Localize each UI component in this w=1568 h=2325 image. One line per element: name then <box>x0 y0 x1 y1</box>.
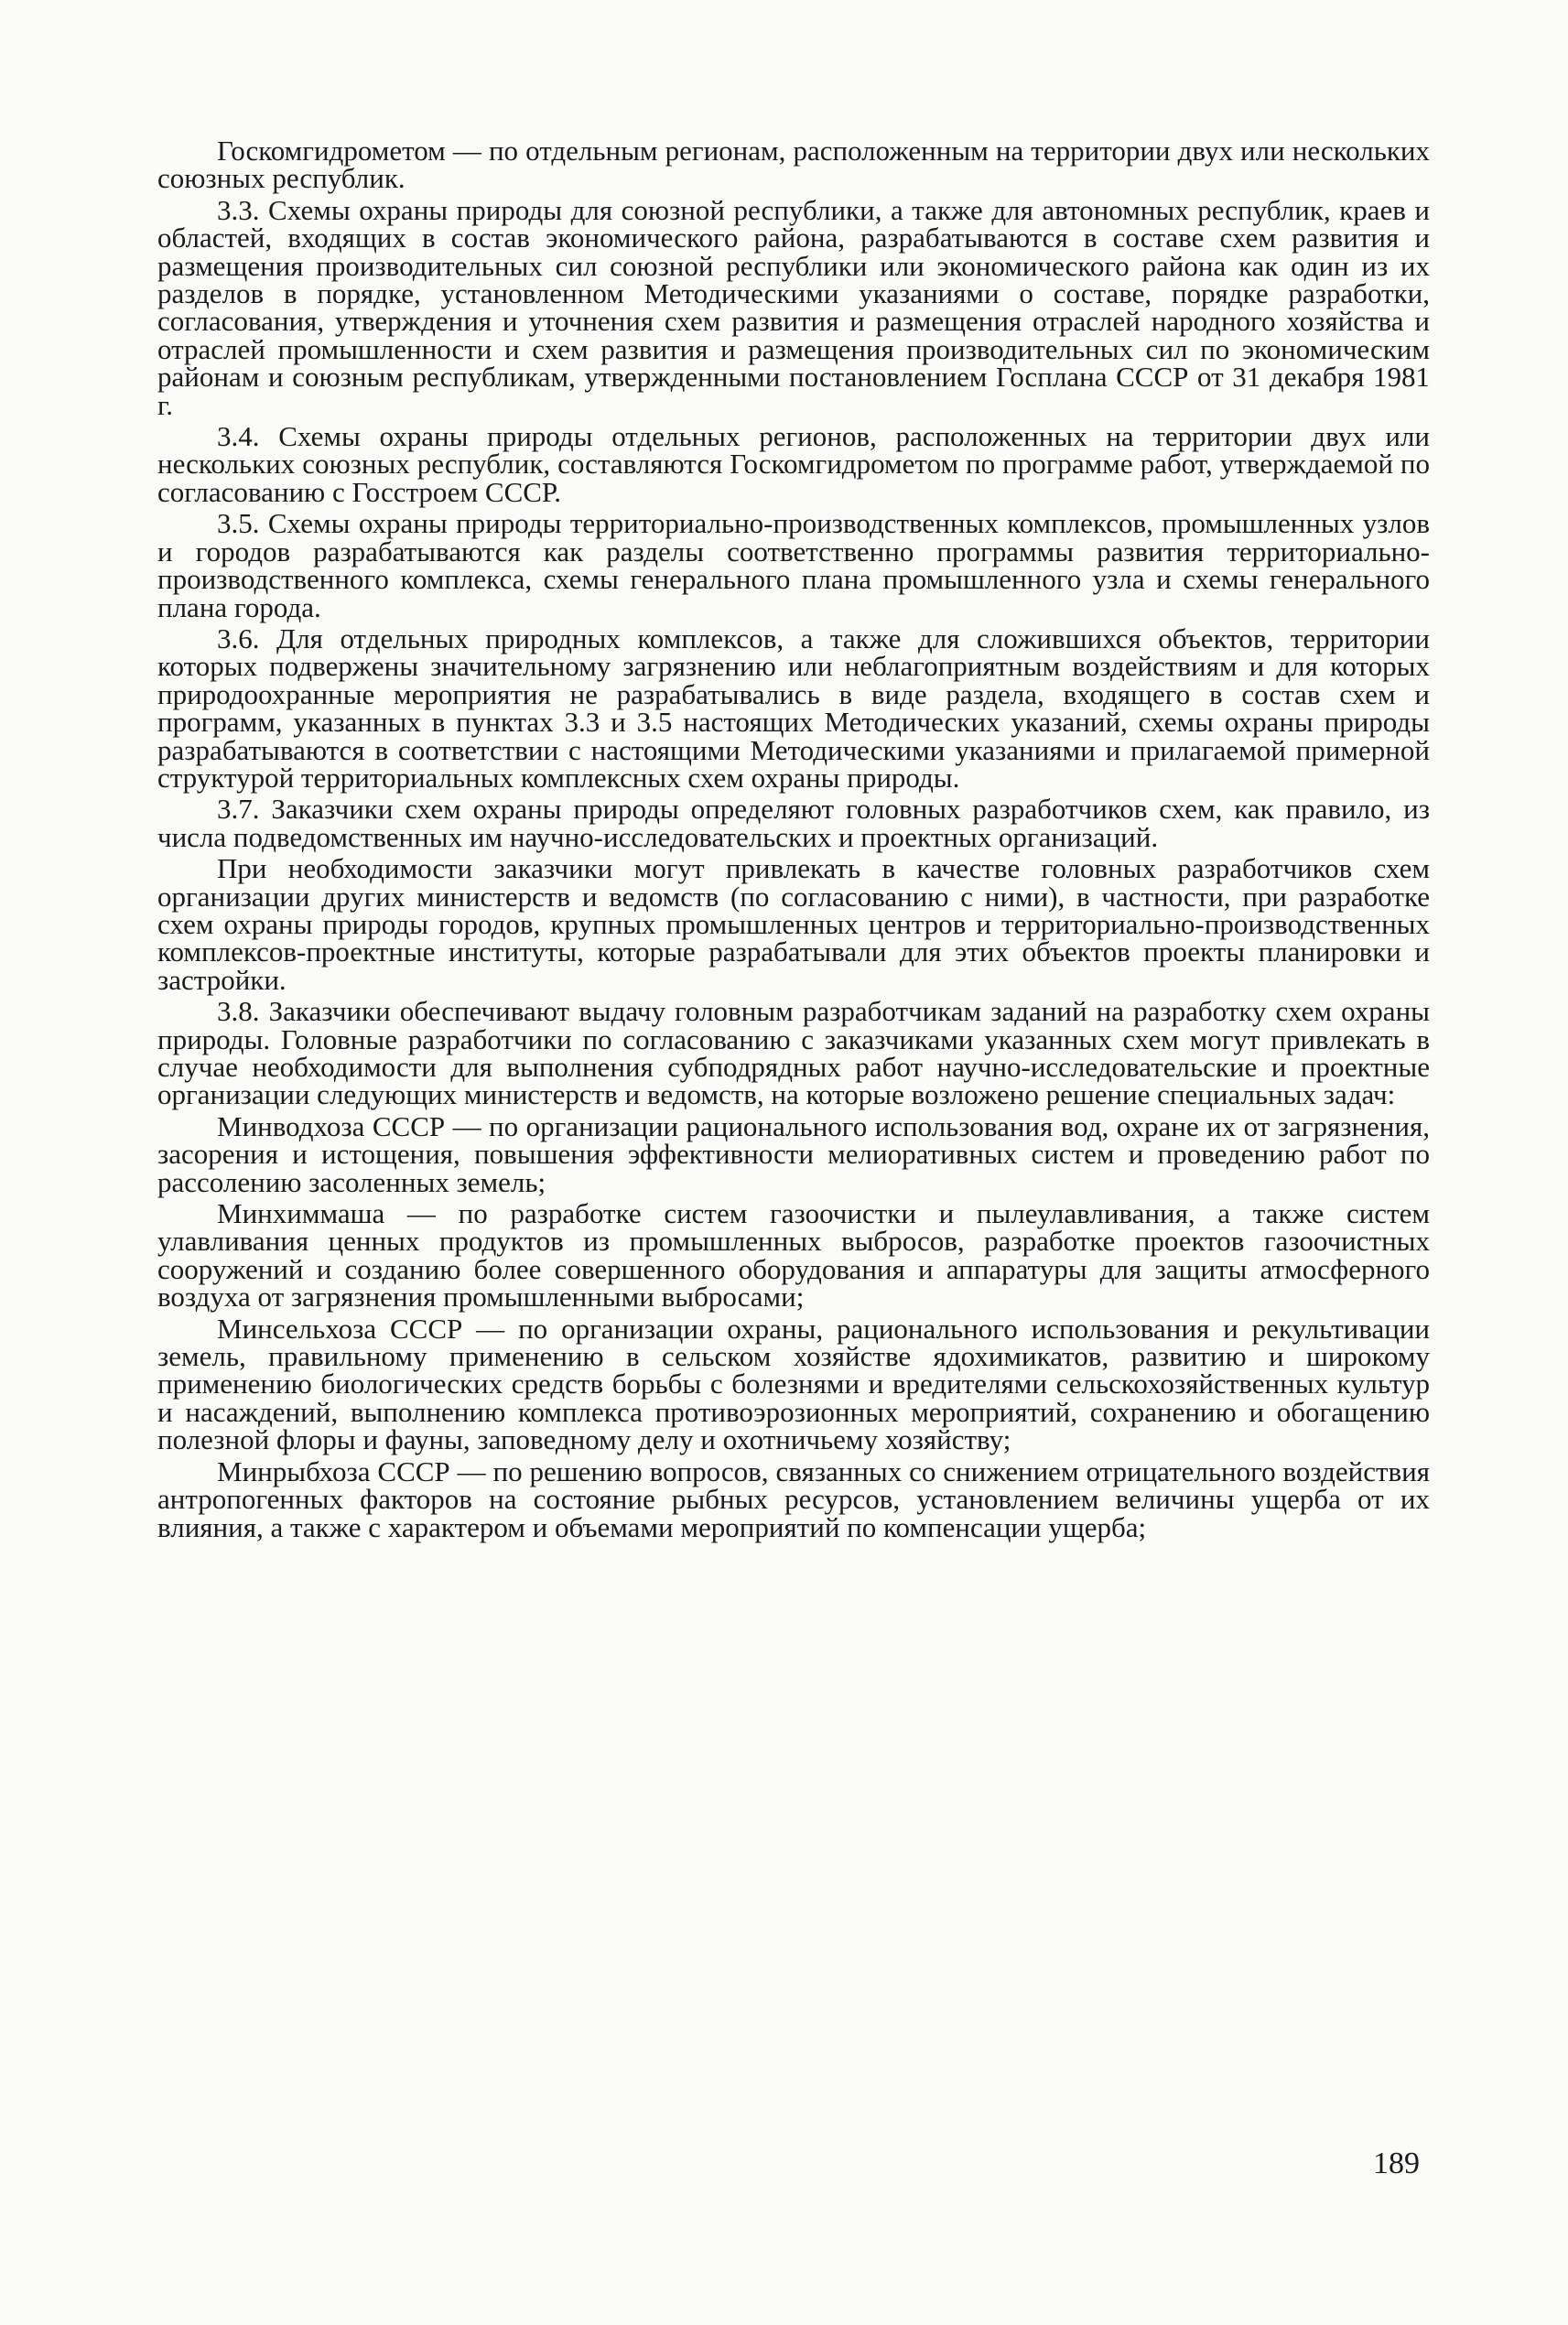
page-number: 189 <box>1373 2147 1420 2180</box>
paragraph-3-3: 3.3. Схемы охраны природы для союзной республики, а также для автономных республик, краев и областей, входящих в состав экономического района, разрабатываются в составе схем развития и размещения производительных сил союзной республики или экономического района как один из их разделов в порядке, установленном Методическими указаниями о составе, порядке разработки, согласования, утверждения и уточнения схем развития и размещения отраслей народного хозяйства и отраслей промышленности и схем развития и размещения производительных сил по экономическим районам и союзным республикам, утвержденными постановлением Госплана СССР от 31 декабря 1981 г. <box>157 193 1430 421</box>
paragraph-3-7-cont: При необходимости заказчики могут привлекать в качестве головных разработчиков схем организации других министерств и ведомств (по согласованию с ними), в частности, при разработке схем охраны природы городов, крупных промышленных центров и территориально-производственных комплексов-проектные институты, которые разрабатывали для этих объектов проекты планировки и застройки. <box>157 852 1430 996</box>
paragraph-minkhimmash: Минхиммаша — по разработке систем газоочистки и пылеулавливания, а также систем улавливания ценных продуктов из промышленных выбросов, разработке проектов газоочистных сооружений и созданию более совершенного оборудования и аппаратуры для защиты атмосферного воздуха от загрязнения промышленными выбросами; <box>157 1197 1430 1314</box>
paragraph-3-6: 3.6. Для отдельных природных комплексов, а также для сложившихся объектов, территории которых подвержены значительному загрязнению или неблагоприятным воздействиям и для которых природоохранные мероприятия не разрабатывались в виде раздела, входящего в состав схем и программ, указанных в пунктах 3.3 и 3.5 настоящих Методических указаний, схемы охраны природы разрабатываются в соответствии с настоящими Методическими указаниями и прилагаемой примерной структурой территориальных комплексных схем охраны природы. <box>157 622 1430 794</box>
paragraph-3-7: 3.7. Заказчики схем охраны природы определяют головных разработчиков схем, как правило, из числа подведомственных им научно-исследовательских и проектных организаций. <box>157 793 1430 853</box>
paragraph-3-5: 3.5. Схемы охраны природы территориально-производственных комплексов, промышленных узлов и городов разрабатываются как разделы соответственно программы развития территориально-производственного комплекса, схемы генерального плана промышленного узла и схемы генерального плана города. <box>157 507 1430 623</box>
paragraph-3-4: 3.4. Схемы охраны природы отдельных регионов, расположенных на территории двух или нескольких союзных республик, составляются Госкомгидрометом по программе работ, утверждаемой по согласованию с Госстроем СССР. <box>157 420 1430 508</box>
paragraph-minselkhoz: Минсельхоза СССР — по организации охраны, рационального использования и рекультивации земель, правильному применению в сельском хозяйстве ядохимикатов, развитию и широкому применению биологических средств борьбы с болезнями и вредителями сельскохозяйственных культур и насаждений, выполнению комплекса противоэрозионных мероприятий, сохранению и обогащению полезной флоры и фауны, заповедному делу и охотничьему хозяйству; <box>157 1312 1430 1456</box>
paragraph-3-8: 3.8. Заказчики обеспечивают выдачу головным разработчикам заданий на разработку схем охраны природы. Головные разработчики по согласованию с заказчиками указанных схем могут привлекать в случае необходимости для выполнения субподрядных работ научно-исследовательские и проектные организации следующих министерств и ведомств, на которые возложено решение специальных задач: <box>157 995 1430 1111</box>
paragraph-minrybkhoz: Минрыбхоза СССР — по решению вопросов, связанных со снижением отрицательного воздействия антропогенных факторов на состояние рыбных ресурсов, установлением величины ущерба от их влияния, а также с характером и объемами мероприятий по компенсации ущерба; <box>157 1454 1430 1543</box>
document-body <box>157 137 1430 1545</box>
paragraph-minvodkhoz: Минводхоза СССР — по организации рационального использования вод, охране их от загрязнения, засорения и истощения, повышения эффективности мелиоративных систем и проведению работ по рассолению засоленных земель; <box>157 1109 1430 1198</box>
paragraph-goskomgidromet: Госкомгидрометом — по отдельным регионам, расположенным на территории двух или нескольких союзных республик. <box>157 135 1430 195</box>
